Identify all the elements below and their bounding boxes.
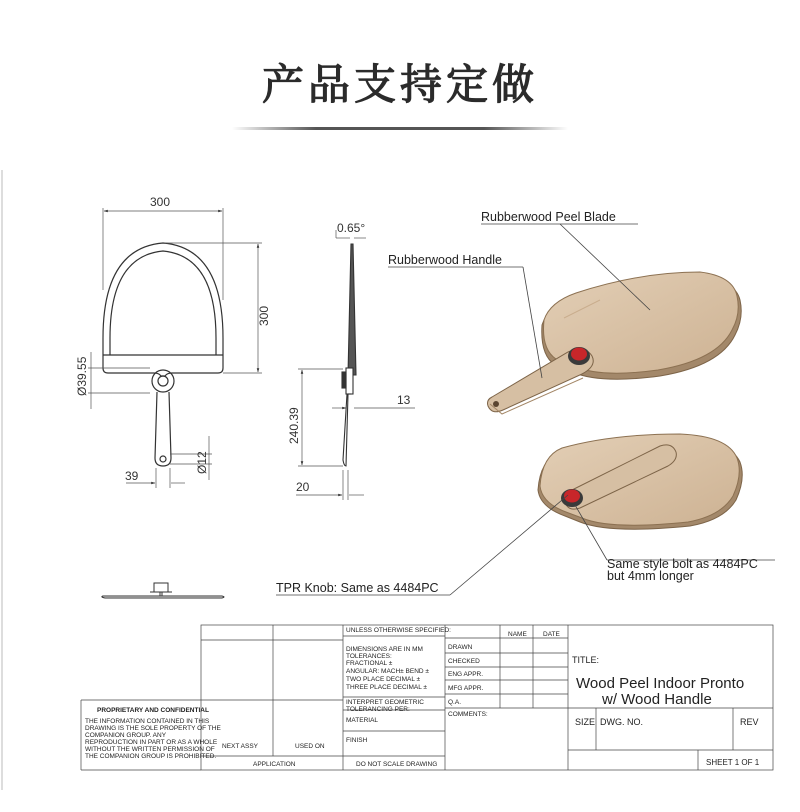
- title-block-label: COMMENTS:: [448, 711, 488, 718]
- title-block-label: REV: [740, 717, 759, 727]
- title-block-label: PROPRIETARY AND CONFIDENTIAL: [97, 707, 209, 714]
- dim-hub-diameter: Ø39.55: [75, 356, 89, 396]
- title-block-label: UNLESS OTHERWISE SPECIFIED:: [346, 627, 451, 634]
- title-block-label: APPLICATION: [253, 761, 296, 768]
- callout-blade: Rubberwood Peel Blade: [481, 210, 616, 224]
- callout-knob: TPR Knob: Same as 4484PC: [276, 581, 439, 595]
- title-block-label: TOLERANCING PER:: [346, 706, 410, 713]
- dim-handle-thickness: 20: [296, 480, 310, 494]
- title-block-label: DO NOT SCALE DRAWING: [356, 761, 438, 768]
- title-block-label: SIZE: [575, 717, 596, 727]
- dim-handle-length: 240.39: [287, 407, 301, 444]
- title-block-label: THE COMPANION GROUP IS PROHIBITED.: [85, 753, 217, 760]
- dim-angle: 0.65°: [337, 221, 366, 235]
- dim-height: 300: [257, 305, 271, 326]
- front-view-dimensions: [88, 208, 262, 488]
- title-block-label: NEXT ASSY: [222, 743, 259, 750]
- title-block-label: Wood Peel Indoor Pronto: [576, 675, 745, 692]
- title-block-label: ENG APPR.: [448, 671, 484, 678]
- callout-bolt-line2: but 4mm longer: [607, 569, 694, 583]
- title-block-label: INTERPRET GEOMETRIC: [346, 699, 424, 706]
- callout-handle: Rubberwood Handle: [388, 253, 502, 267]
- title-block-label: SHEET 1 OF 1: [706, 758, 760, 767]
- title-block-label: MFG APPR.: [448, 685, 484, 692]
- title-block-label: ANGULAR: MACH± BEND ±: [346, 668, 429, 675]
- dim-hole-diameter: Ø12: [195, 451, 209, 474]
- title-block-label: DWG. NO.: [600, 717, 643, 727]
- dim-width: 300: [150, 195, 171, 209]
- title-block-label: TWO PLACE DECIMAL ±: [346, 676, 421, 683]
- page-title: 产品支持定做: [261, 60, 538, 109]
- title-block-label: NAME: [508, 631, 527, 638]
- title-block-label: USED ON: [295, 743, 325, 750]
- title-block-label: COMPANION GROUP. ANY: [85, 732, 167, 739]
- peel-3d-bottom-view: [538, 434, 742, 529]
- title-block-label: THE INFORMATION CONTAINED IN THIS: [85, 718, 210, 725]
- title-block-label: FINISH: [346, 737, 368, 744]
- front-view: [103, 243, 223, 466]
- title-block-label: TITLE:: [572, 655, 600, 665]
- title-block-label: THREE PLACE DECIMAL ±: [346, 684, 427, 691]
- title-block-label: MATERIAL: [346, 717, 379, 724]
- title-block-label: WITHOUT THE WRITTEN PERMISSION OF: [85, 746, 215, 753]
- title-block-label: FRACTIONAL ±: [346, 660, 393, 667]
- title-block-label: DRAWN: [448, 644, 473, 651]
- dim-thickness: 13: [397, 393, 411, 407]
- title-block-label: REPRODUCTION IN PART OR AS A WHOLE: [85, 739, 218, 746]
- title-block-label: DIMENSIONS ARE IN MM: [346, 646, 423, 653]
- callout-bolt-line1: Same style bolt as 4484PC: [607, 557, 758, 571]
- title-block-label: TOLERANCES:: [346, 653, 392, 660]
- title-block-label: DRAWING IS THE SOLE PROPERTY OF THE: [85, 725, 221, 732]
- title-block-label: CHECKED: [448, 658, 480, 665]
- dim-handle-width: 39: [125, 469, 139, 483]
- title-block-text: [85, 627, 760, 768]
- title-block-label: Q.A.: [448, 699, 462, 706]
- peel-3d-top-view: [488, 272, 742, 414]
- title-block-label: DATE: [543, 631, 560, 638]
- side-view: [342, 244, 356, 466]
- title-block-label: w/ Wood Handle: [602, 691, 712, 708]
- edge-view: [102, 583, 224, 598]
